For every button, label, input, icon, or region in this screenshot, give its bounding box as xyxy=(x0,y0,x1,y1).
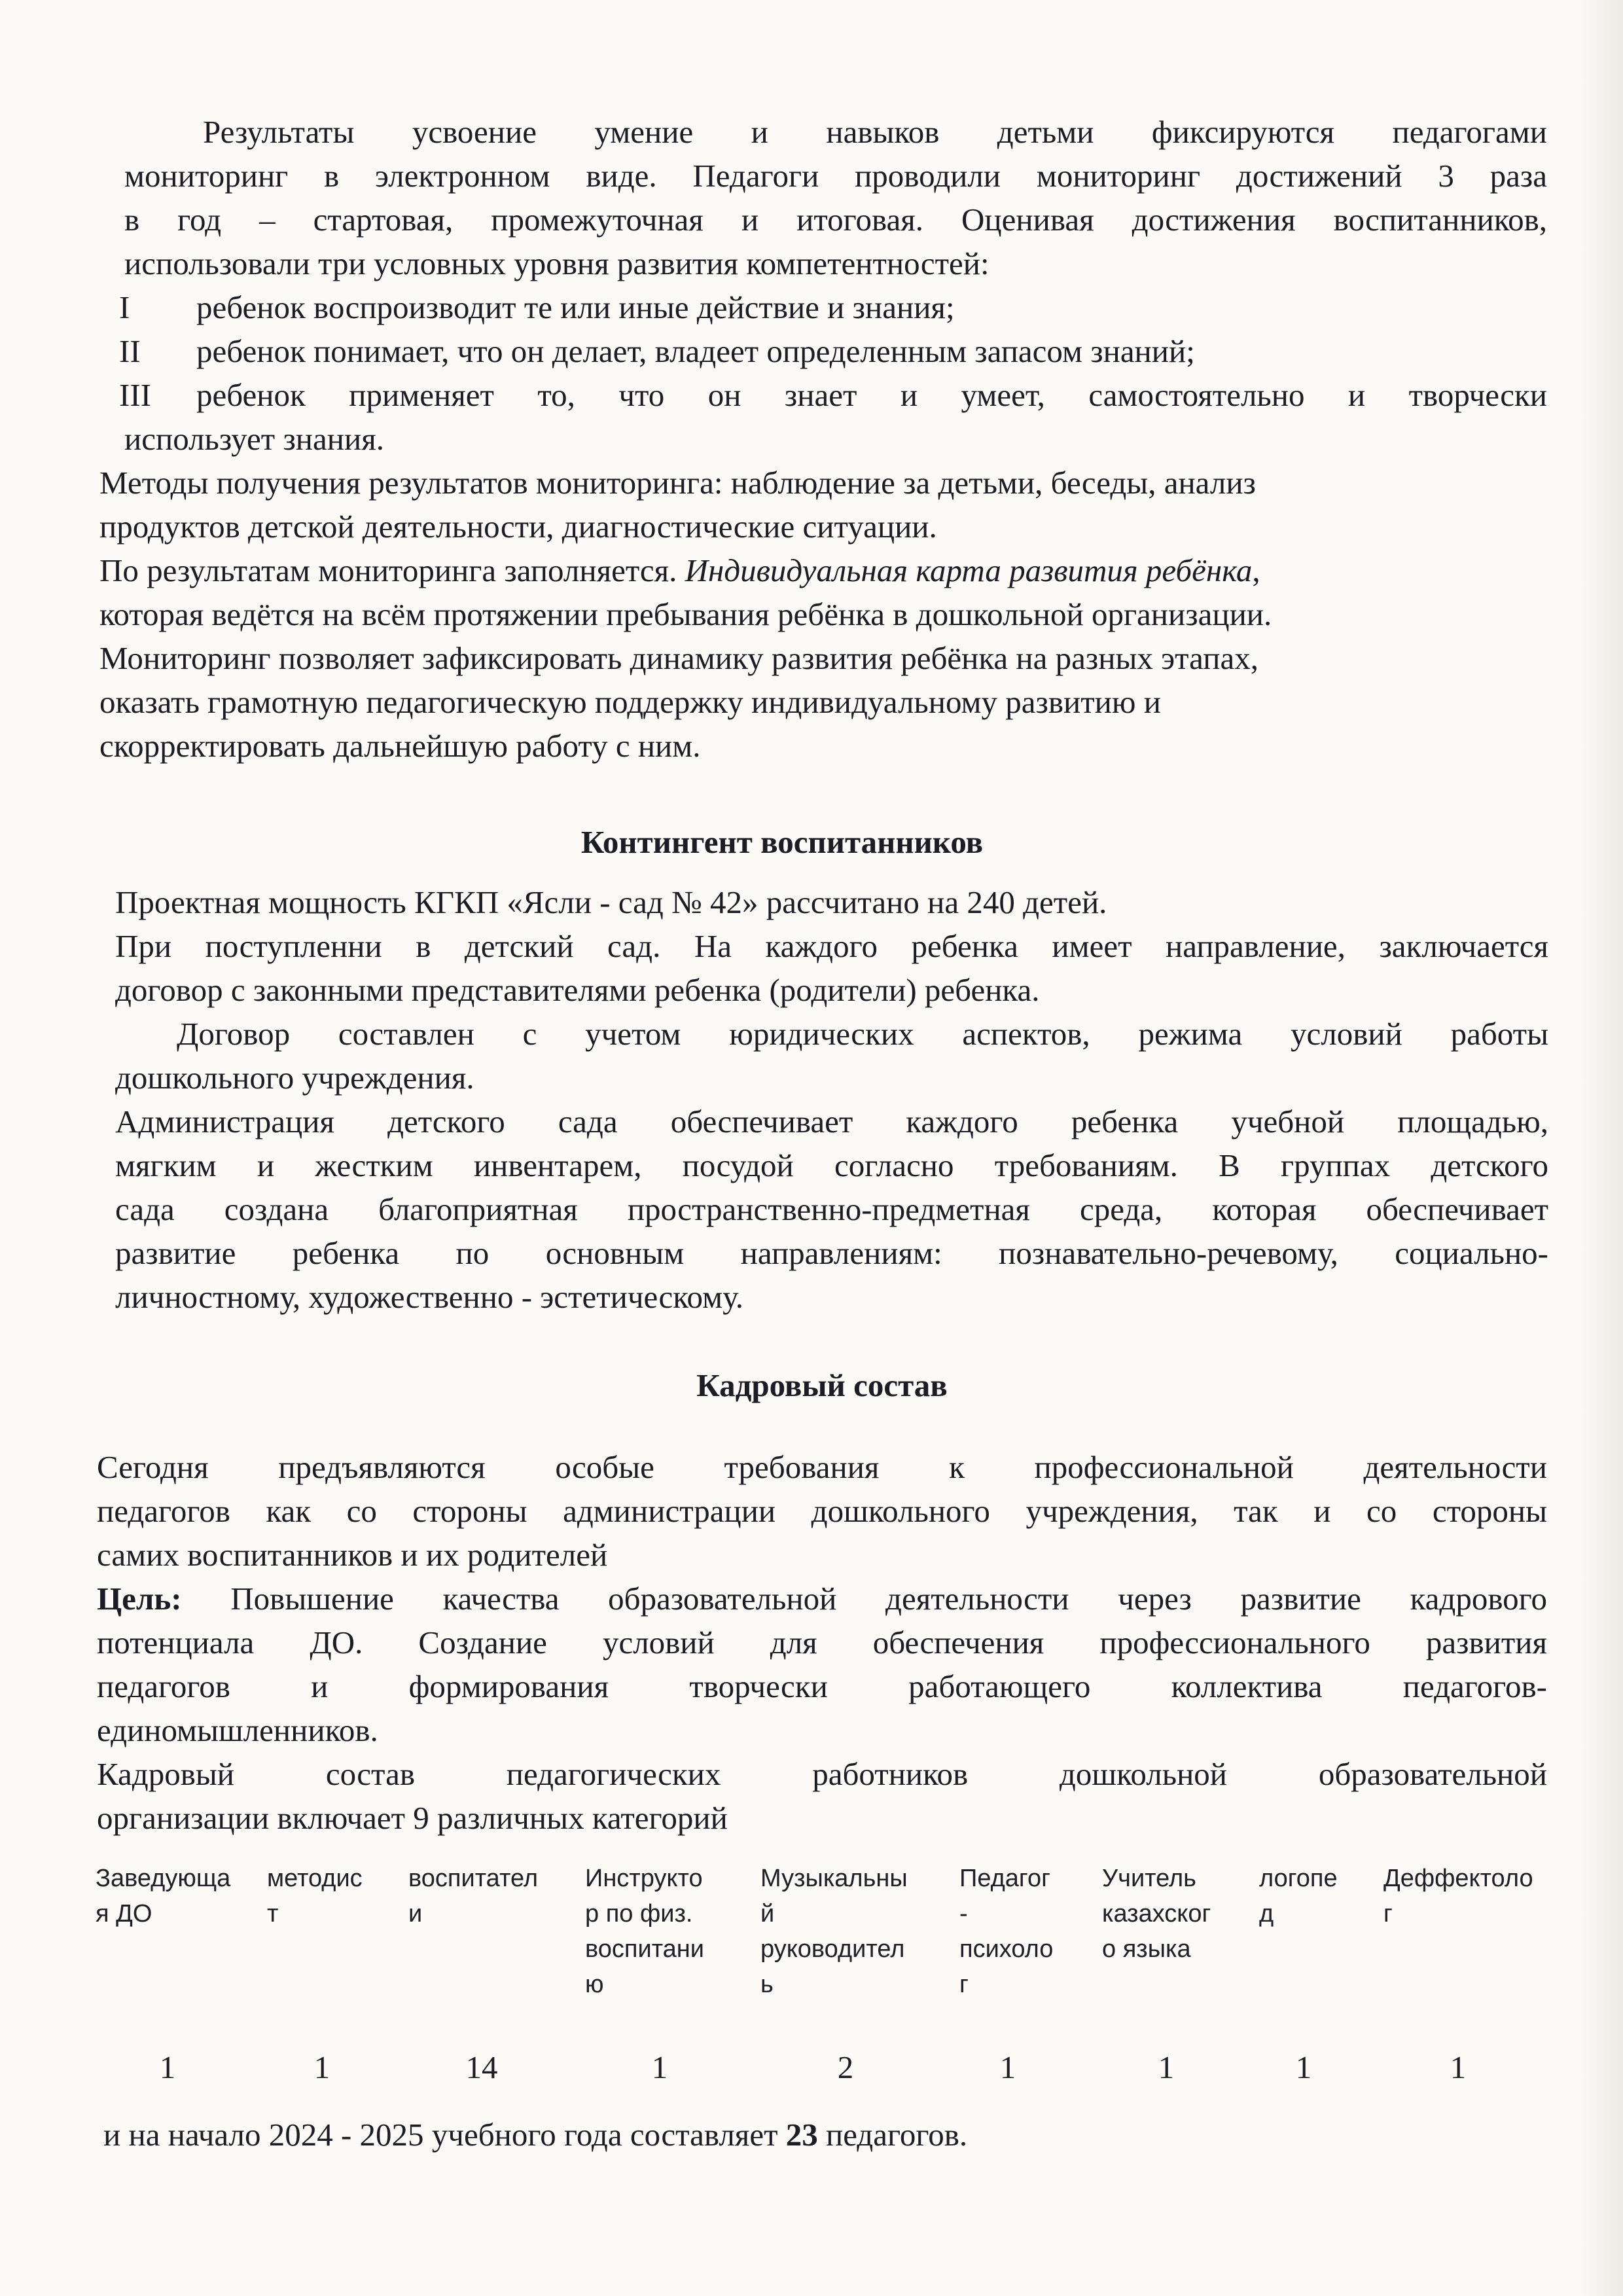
staff-table-header: логопе д xyxy=(1259,1865,1338,1928)
admin-line-4: развитие ребенка по основным направлениям: познавательно-речевому, социально- xyxy=(115,1235,1548,1271)
contract-line-2: дошкольного учреждения. xyxy=(115,1060,474,1096)
goal-line-4: единомышленников. xyxy=(97,1712,378,1748)
monitoring-paragraph-line-4: использовали три условных уровня развития компетентностей: xyxy=(124,245,990,281)
total-prefix: и на начало 2024 - 2025 учебного года составляет xyxy=(103,2117,786,2153)
staff-table-value: 1 xyxy=(1158,2049,1175,2085)
staff-table-header: Инструкто р по физ. воспитани ю xyxy=(585,1865,705,1998)
level-2-number: II xyxy=(119,333,141,369)
goal-label: Цель: xyxy=(97,1581,182,1617)
staff-table-header: Педагог - психоло г xyxy=(959,1865,1054,1998)
total-count: 23 xyxy=(785,2117,818,2153)
level-1-text: ребенок воспроизводит те или иные действие и знания; xyxy=(196,289,955,325)
card-suffix: , xyxy=(1252,552,1260,588)
methods-line-1: Методы получения результатов мониторинга: наблюдение за детьми, беседы, анализ xyxy=(99,465,1256,501)
composition-line-1: Кадровый состав педагогических работников дошкольной образовательной xyxy=(97,1756,1547,1792)
staff-table-header: Деффектоло г xyxy=(1383,1865,1533,1928)
goal-line-2: потенциала ДО. Создание условий для обеспечения профессионального развития xyxy=(97,1624,1547,1660)
staff-intro-line-3: самих воспитанников и их родителей xyxy=(97,1537,608,1573)
staff-table-header: Музыкальны й руководител ь xyxy=(760,1865,908,1998)
goal-text-first: Повышение качества образовательной деятельности через развитие кадрового xyxy=(181,1581,1547,1617)
staff-table-value: 14 xyxy=(465,2049,498,2085)
capacity-line: Проектная мощность КГКП «Ясли - сад № 42» рассчитано на 240 детей. xyxy=(115,884,1107,920)
staff-table-header: воспитател и xyxy=(408,1865,538,1928)
monitoring-paragraph-line-2: мониторинг в электронном виде. Педагоги проводили мониторинг достижений 3 раза xyxy=(124,158,1547,194)
admin-line-3: сада создана благоприятная пространственно-предметная среда, которая обеспечивает xyxy=(115,1191,1548,1227)
staff-table-value: 1 xyxy=(1450,2049,1467,2085)
goal-line-3: педагогов и формирования творчески работающего коллектива педагогов- xyxy=(97,1668,1547,1704)
contract-line-1: Договор составлен с учетом юридических аспектов, режима условий работы xyxy=(177,1016,1548,1052)
staff-table-value: 1 xyxy=(159,2049,176,2085)
staff-intro-line-1: Сегодня предъявляются особые требования к профессиональной деятельности xyxy=(97,1449,1547,1485)
contingent-heading: Контингент воспитанников xyxy=(580,824,984,860)
staff-table-value: 1 xyxy=(1295,2049,1312,2085)
level-3-continuation: использует знания. xyxy=(124,421,385,457)
monitoring-paragraph-line-3: в год – стартовая, промежуточная и итоговая. Оценивая достижения воспитанников, xyxy=(124,202,1547,238)
admin-line-1: Администрация детского сада обеспечивает каждого ребенка учебной площадью, xyxy=(115,1103,1548,1139)
level-3-text: ребенок применяет то, что он знает и умеет, самостоятельно и творчески xyxy=(196,377,1547,413)
goal-line-1 xyxy=(97,1577,1547,1621)
staff-intro-line-2: педагогов как со стороны администрации дошкольного учреждения, так и со стороны xyxy=(97,1493,1547,1529)
card-line-1 xyxy=(99,548,1547,592)
staff-heading: Кадровый состав xyxy=(696,1367,948,1403)
total-line xyxy=(103,2113,1543,2157)
level-3-number: III xyxy=(119,377,151,413)
admission-line-1: При поступленни в детский сад. На каждого ребенка имеет направление, заключается xyxy=(115,928,1548,964)
dynamics-line-1: Мониторинг позволяет зафиксировать динамику развития ребёнка на разных этапах, xyxy=(99,640,1259,676)
staff-table-header: Учитель казахског о языка xyxy=(1102,1865,1211,1963)
staff-table-value: 1 xyxy=(999,2049,1016,2085)
card-title-italic: Индивидуальная карта развития ребёнка xyxy=(685,552,1253,588)
level-2-text: ребенок понимает, что он делает, владеет определенным запасом знаний; xyxy=(196,333,1195,369)
card-prefix: По результатам мониторинга заполняется. xyxy=(99,552,685,588)
dynamics-line-3: скорректировать дальнейшую работу с ним. xyxy=(99,728,701,764)
level-1-number: I xyxy=(119,289,130,325)
monitoring-paragraph-line-1: Результаты усвоение умение и навыков детьми фиксируются педагогами xyxy=(203,114,1547,150)
staff-table-value: 2 xyxy=(837,2049,854,2085)
staff-table-value: 1 xyxy=(313,2049,330,2085)
admission-line-2: договор с законными представителями ребенка (родители) ребенка. xyxy=(115,972,1040,1008)
staff-table-value: 1 xyxy=(651,2049,668,2085)
card-line-2: которая ведётся на всём протяжении пребывания ребёнка в дошкольной организации. xyxy=(99,596,1272,632)
dynamics-line-2: оказать грамотную педагогическую поддержку индивидуальному развитию и xyxy=(99,684,1161,720)
page-edge-shadow xyxy=(1577,0,1623,2296)
staff-table-header: Заведующа я ДО xyxy=(96,1865,231,1928)
admin-line-5: личностному, художественно - эстетическому. xyxy=(115,1279,743,1315)
admin-line-2: мягким и жестким инвентарем, посудой согласно требованиям. В группах детского xyxy=(115,1147,1548,1183)
total-suffix: педагогов. xyxy=(817,2117,968,2153)
staff-table-header: методис т xyxy=(267,1865,363,1928)
methods-line-2: продуктов детской деятельности, диагностические ситуации. xyxy=(99,509,937,545)
composition-line-2: организации включает 9 различных категорий xyxy=(97,1800,728,1836)
